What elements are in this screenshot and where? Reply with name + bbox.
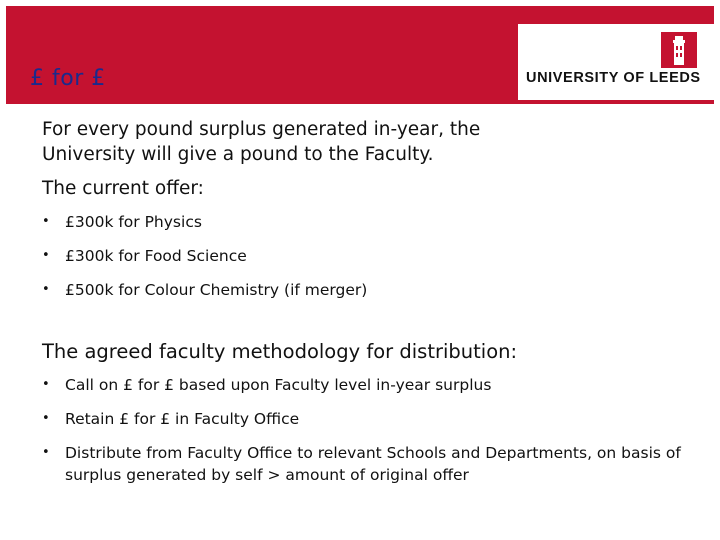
tower-icon (661, 32, 697, 68)
offer-text: £300k for Physics (65, 213, 202, 231)
slide-content (42, 117, 692, 498)
logo-wordmark: UNIVERSITY OF LEEDS (526, 70, 701, 86)
list-item (42, 408, 692, 430)
university-logo (518, 24, 714, 100)
methodology-text: Call on £ for £ based upon Faculty level in-year surplus (65, 376, 492, 394)
bullet-icon: • (42, 377, 50, 392)
intro-paragraph (42, 117, 692, 167)
intro-line-1: For every pound surplus generated in-year, the (42, 119, 481, 140)
list-item (42, 279, 692, 301)
bullet-icon: • (42, 445, 50, 460)
bullet-icon: • (42, 282, 50, 297)
methodology-heading: The agreed faculty methodology for distribution: (42, 340, 518, 363)
methodology-list (42, 374, 692, 486)
slide-title: £ for £ (30, 66, 106, 91)
bullet-icon: • (42, 214, 50, 229)
intro-line-2: University will give a pound to the Faculty. (42, 144, 434, 165)
list-item (42, 245, 692, 267)
list-item (42, 211, 692, 233)
list-item (42, 374, 692, 396)
list-item (42, 442, 692, 486)
offer-heading: The current offer: (42, 178, 204, 199)
offer-text: £500k for Colour Chemistry (if merger) (65, 281, 368, 299)
methodology-text: Distribute from Faculty Office to relevant Schools and Departments, on basis of surplus generated by self > amount of original offer (65, 444, 681, 484)
methodology-text: Retain £ for £ in Faculty Office (65, 410, 300, 428)
offer-text: £300k for Food Science (65, 247, 247, 265)
bullet-icon: • (42, 248, 50, 263)
bullet-icon: • (42, 411, 50, 426)
offer-list (42, 211, 692, 301)
